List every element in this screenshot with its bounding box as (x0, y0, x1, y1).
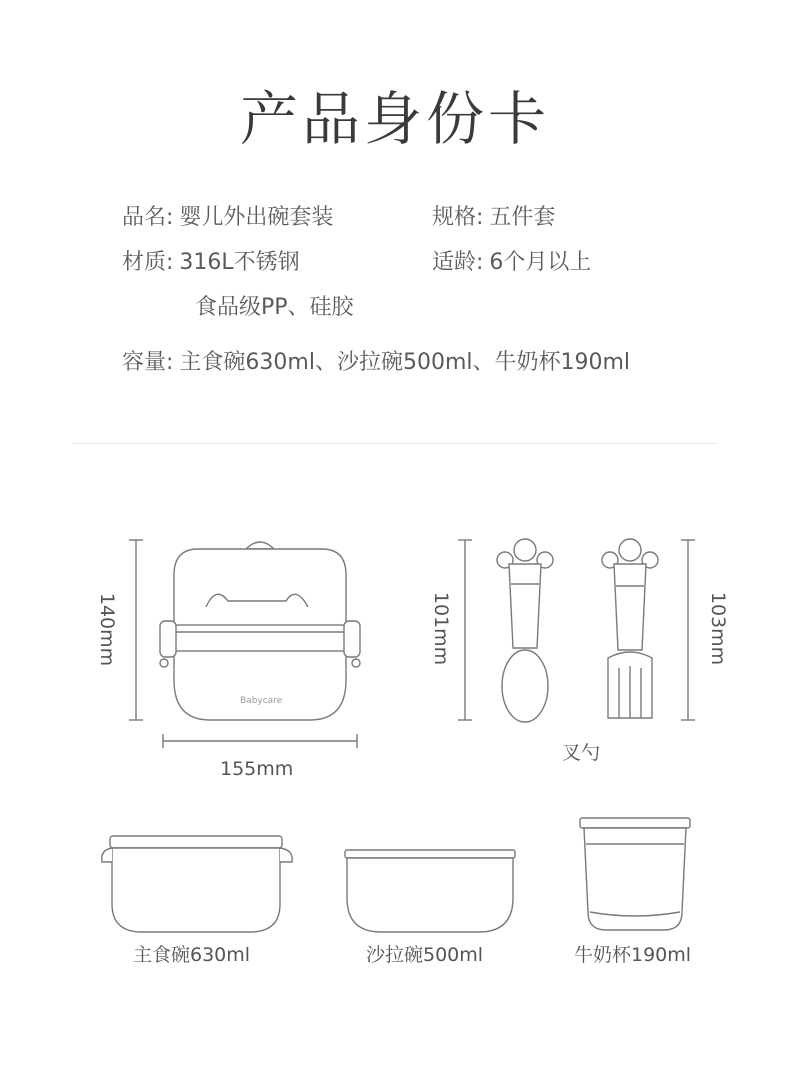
brand-mark: Babycare (240, 696, 283, 706)
age-label: 适龄: (432, 250, 484, 275)
capacity-label: 容量: (122, 350, 174, 375)
spec-label: 规格: (432, 205, 484, 230)
spoon-illustration (495, 538, 555, 724)
material-label: 材质: (122, 250, 174, 275)
fork-illustration (598, 538, 662, 724)
milk-cup-illustration (578, 816, 692, 936)
salad-bowl-illustration (343, 848, 517, 936)
spec-spec-row (432, 207, 555, 229)
name-value: 婴儿外出碗套装 (179, 205, 334, 230)
spec-age-row (432, 252, 591, 274)
spec-value: 五件套 (489, 205, 556, 230)
spec-name-row (122, 207, 333, 229)
container-height-dimension (126, 540, 146, 722)
fork-height-dimension (678, 540, 698, 722)
spoon-height-label: 101mm (430, 591, 453, 666)
container-width-dimension (163, 733, 359, 749)
spoon-height-dimension (455, 540, 475, 722)
material-value-2: 食品级PP、硅胶 (195, 295, 354, 320)
section-divider (72, 443, 716, 444)
spec-capacity-row (122, 352, 630, 374)
container-height-label: 140mm (96, 592, 119, 667)
spec-material-row (122, 252, 300, 274)
capacity-value: 主食碗630ml、沙拉碗500ml、牛奶杯190ml (179, 350, 631, 375)
material-value-1: 316L不锈钢 (179, 250, 300, 275)
main-bowl-caption: 主食碗630ml (133, 944, 251, 966)
milk-cup-caption: 牛奶杯190ml (574, 944, 692, 966)
salad-bowl-caption: 沙拉碗500ml (366, 944, 484, 966)
name-label: 品名: (122, 205, 174, 230)
page-title: 产品身份卡 (239, 85, 550, 153)
fork-height-label: 103mm (707, 591, 730, 666)
utensils-caption: 叉勺 (562, 742, 601, 764)
container-width-label: 155mm (220, 758, 294, 780)
age-value: 6个月以上 (489, 250, 592, 275)
main-bowl-illustration (100, 834, 296, 934)
